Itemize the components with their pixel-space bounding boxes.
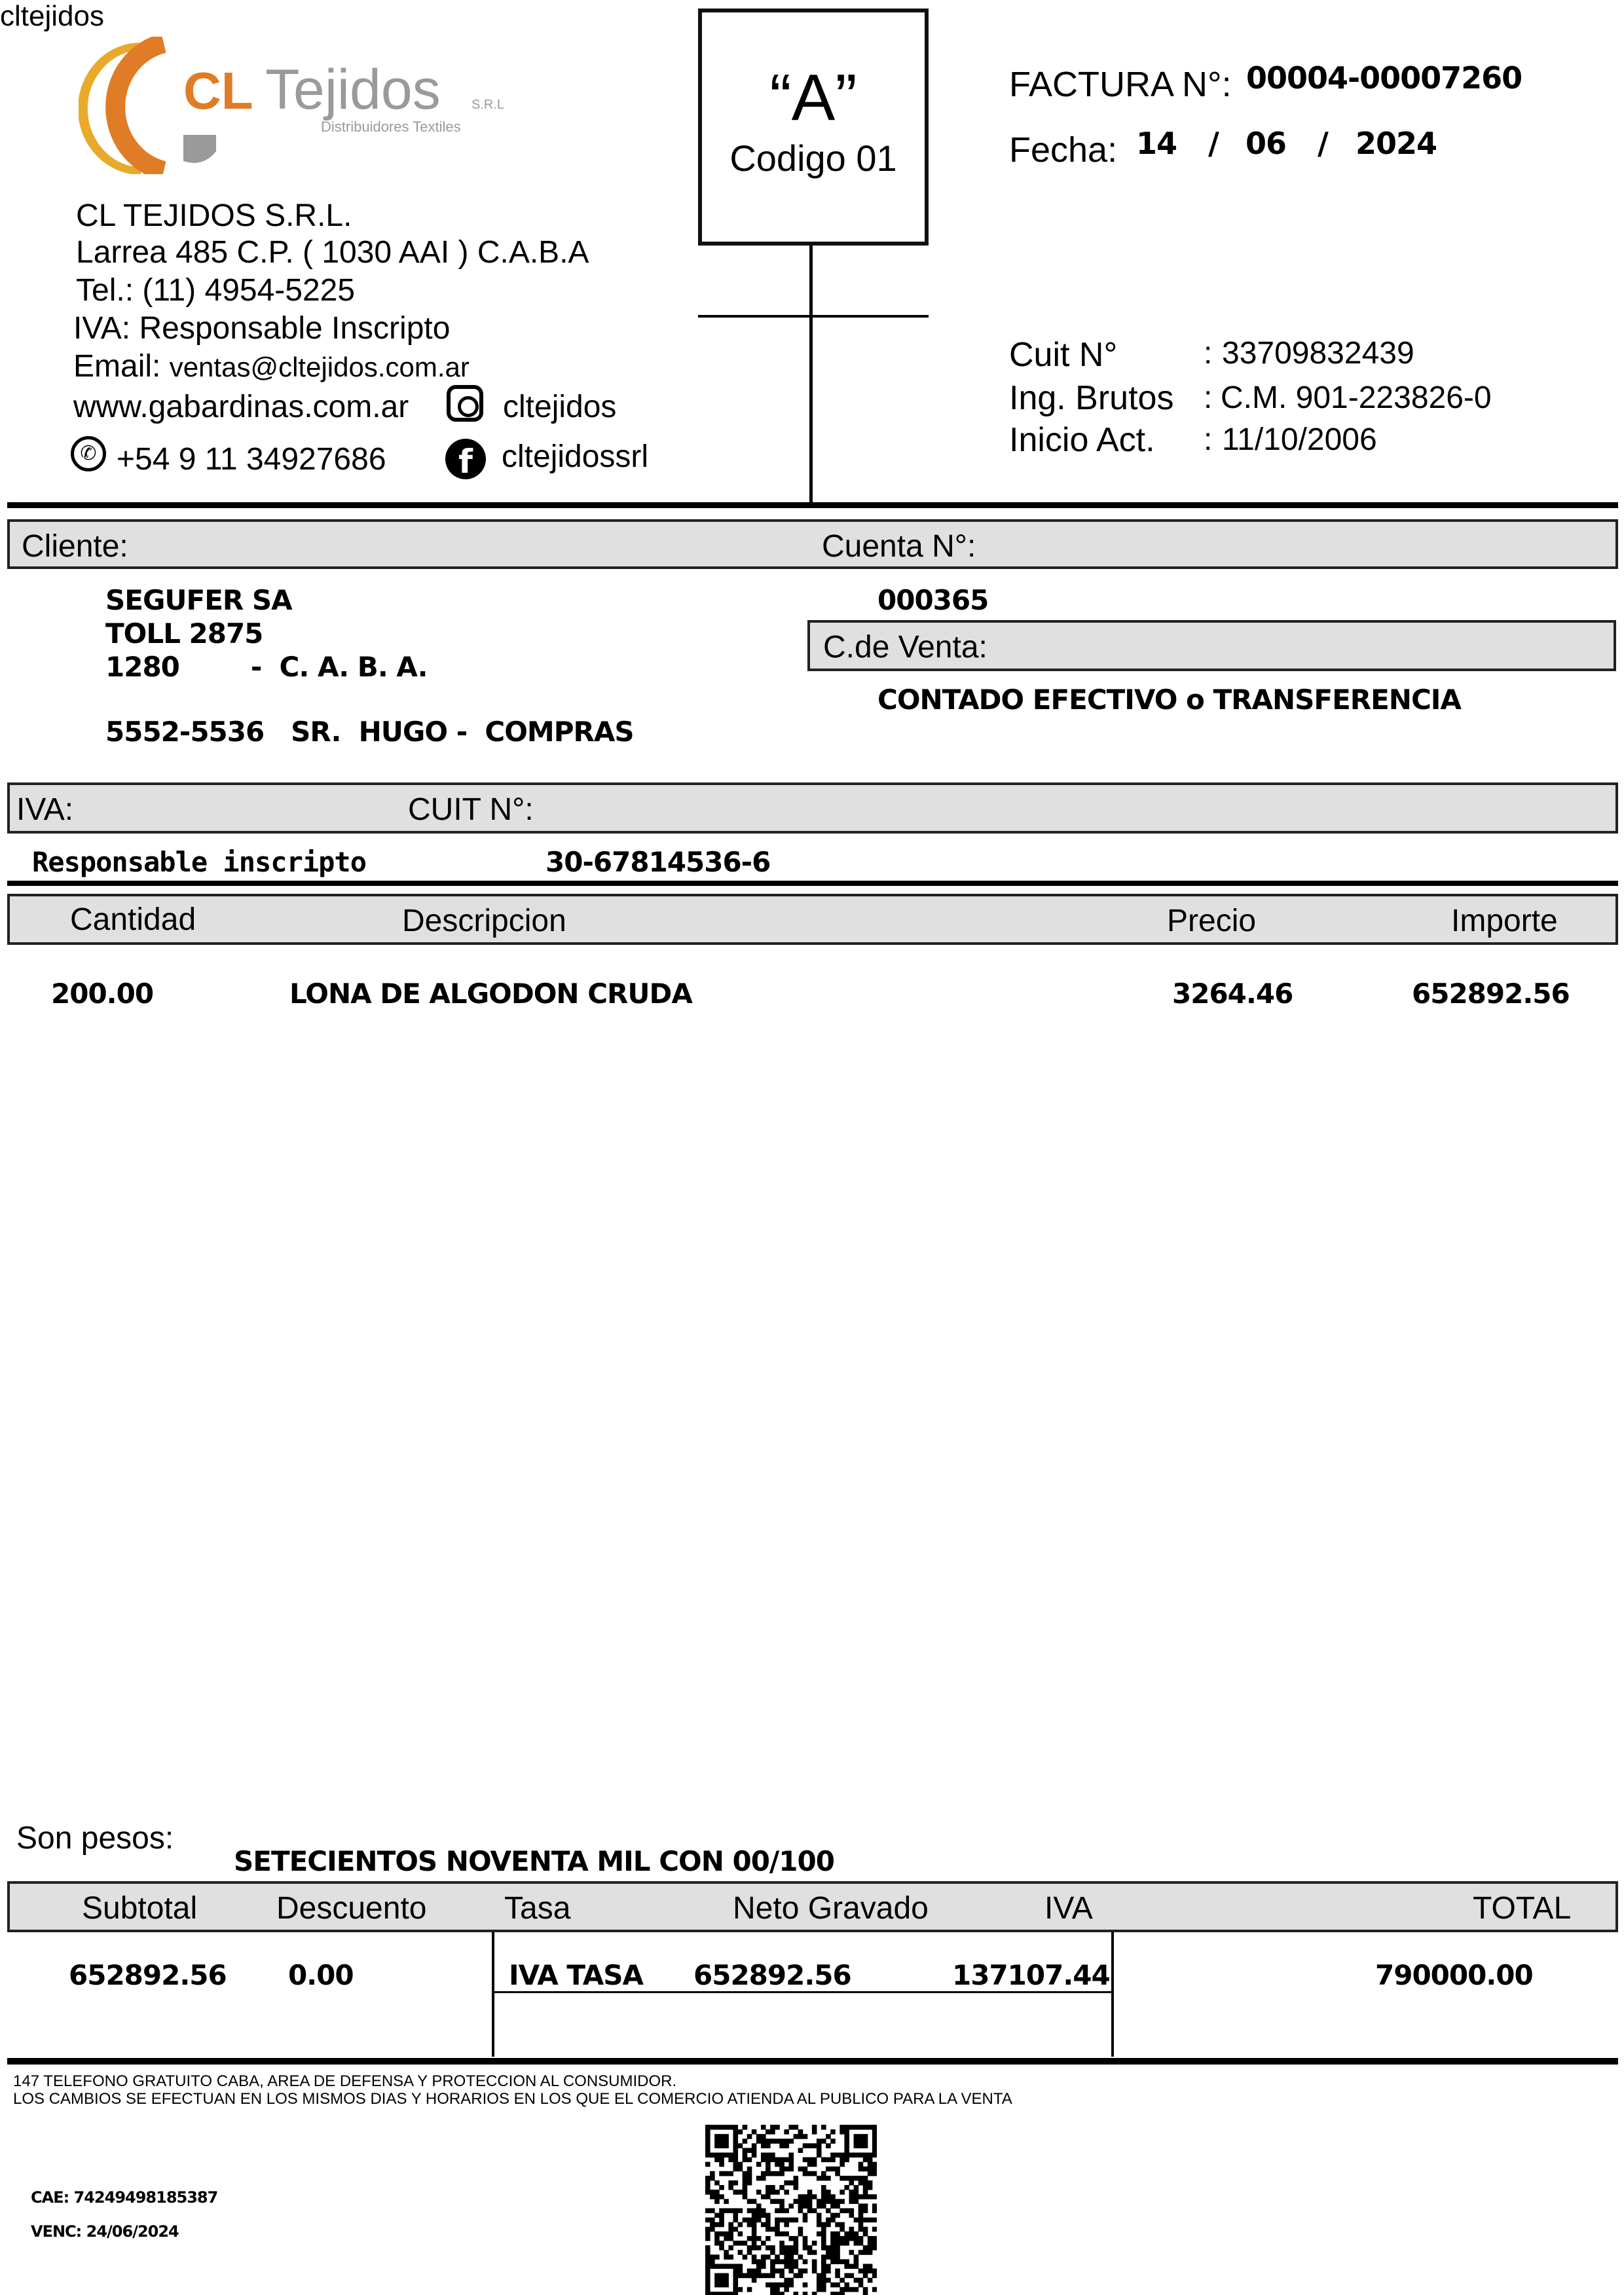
date-year: 2024 bbox=[1356, 126, 1437, 161]
items-header-bar bbox=[7, 894, 1618, 945]
client-street: TOLL 2875 bbox=[105, 617, 263, 650]
divider bbox=[493, 1991, 1113, 1993]
company-name: CL TEJIDOS S.R.L. bbox=[76, 198, 352, 233]
date-sep: / bbox=[1208, 126, 1219, 161]
discount-value: 0.00 bbox=[288, 1959, 354, 1991]
col-cantidad: Cantidad bbox=[70, 902, 196, 937]
company-email-row bbox=[73, 348, 470, 384]
colon: : bbox=[1204, 422, 1213, 457]
col-descuento: Descuento bbox=[276, 1891, 427, 1926]
email-label: Email: bbox=[73, 349, 161, 384]
colon: : bbox=[1204, 380, 1213, 415]
company-phone: Tel.: (11) 4954-5225 bbox=[76, 273, 356, 308]
invoice-number-label: FACTURA N°: bbox=[1009, 65, 1232, 104]
cae: CAE: 74249498185387 bbox=[31, 2188, 218, 2207]
iibb-label: Ing. Brutos bbox=[1009, 379, 1174, 417]
client-iva: Responsable inscripto bbox=[32, 846, 367, 878]
col-neto: Neto Gravado bbox=[733, 1891, 929, 1926]
date-sep: / bbox=[1318, 126, 1328, 161]
svg-text:S.R.L: S.R.L bbox=[471, 98, 505, 112]
facebook-handle[interactable]: cltejidossrl bbox=[502, 439, 649, 474]
svg-text:Tejidos: Tejidos bbox=[265, 58, 441, 121]
client-label: Cliente: bbox=[22, 529, 128, 564]
client-header-bar bbox=[7, 519, 1618, 569]
company-address: Larrea 485 C.P. ( 1030 AAI ) C.A.B.A bbox=[76, 235, 589, 270]
subtotal-value: 652892.56 bbox=[69, 1959, 227, 1991]
divider bbox=[809, 246, 813, 505]
invoice-type-box bbox=[698, 9, 929, 246]
cuit-label: Cuit N° bbox=[1009, 336, 1118, 374]
client-cuit-label: CUIT N°: bbox=[408, 792, 534, 827]
svg-text:CL: CL bbox=[183, 62, 253, 120]
son-pesos-label: Son pesos: bbox=[16, 1821, 174, 1856]
company-iva: IVA: Responsable Inscripto bbox=[73, 311, 451, 346]
col-descripcion: Descripcion bbox=[402, 904, 566, 938]
invoice-letter: “A” bbox=[769, 61, 857, 134]
item-qty: 200.00 bbox=[51, 978, 154, 1010]
sale-condition-bar bbox=[807, 620, 1616, 671]
totals-header-bar bbox=[7, 1881, 1618, 1932]
client-cuit: 30-67814536-6 bbox=[545, 846, 771, 878]
footer-line-1: 147 TELEFONO GRATUITO CABA, AREA DE DEFENSA Y PROTECCION AL CONSUMIDOR. bbox=[13, 2072, 677, 2090]
top-label: cltejidos bbox=[0, 0, 104, 32]
total-value: 790000.00 bbox=[1375, 1959, 1533, 1991]
amount-in-words: SETECIENTOS NOVENTA MIL CON 00/100 bbox=[234, 1845, 834, 1877]
col-total: TOTAL bbox=[1473, 1891, 1572, 1926]
divider bbox=[492, 1932, 494, 2057]
inicio-date: 11/10/2006 bbox=[1222, 422, 1377, 457]
account-label: Cuenta N°: bbox=[822, 529, 976, 564]
col-precio: Precio bbox=[1167, 904, 1257, 938]
svg-text:Distribuidores Textiles: Distribuidores Textiles bbox=[321, 119, 461, 135]
iva-label: IVA: bbox=[16, 792, 74, 827]
cae-expiry: VENC: 24/06/2024 bbox=[31, 2222, 179, 2241]
company-cuit: 33709832439 bbox=[1222, 336, 1414, 371]
sale-condition-label: C.de Venta: bbox=[823, 630, 987, 665]
invoice-number: 00004-00007260 bbox=[1246, 60, 1522, 96]
col-subtotal: Subtotal bbox=[82, 1891, 198, 1926]
divider bbox=[7, 2058, 1618, 2065]
whatsapp-icon: ✆ bbox=[71, 436, 106, 471]
date-label: Fecha: bbox=[1009, 130, 1118, 170]
divider bbox=[1111, 1932, 1114, 2057]
client-contact: 5552-5536 SR. HUGO - COMPRAS bbox=[105, 716, 634, 748]
col-importe: Importe bbox=[1451, 904, 1558, 938]
iva-value: 137107.44 bbox=[952, 1959, 1110, 1991]
instagram-handle[interactable]: cltejidos bbox=[503, 390, 617, 424]
facebook-icon: f bbox=[445, 439, 486, 479]
client-name: SEGUFER SA bbox=[105, 584, 292, 616]
website-link[interactable]: www.gabardinas.com.ar bbox=[73, 390, 409, 424]
qr-code bbox=[705, 2125, 877, 2295]
iva-header-bar bbox=[7, 782, 1618, 834]
col-iva: IVA bbox=[1044, 1891, 1093, 1926]
net-value: 652892.56 bbox=[693, 1959, 851, 1991]
col-tasa: Tasa bbox=[504, 1891, 571, 1926]
email-link[interactable]: ventas@cltejidos.com.ar bbox=[169, 352, 470, 382]
sale-condition: CONTADO EFECTIVO o TRANSFERENCIA bbox=[877, 684, 1461, 716]
account-number: 000365 bbox=[877, 584, 989, 616]
client-city: 1280 - C. A. B. A. bbox=[105, 651, 428, 683]
item-price: 3264.46 bbox=[1172, 978, 1293, 1010]
colon: : bbox=[1204, 336, 1213, 371]
invoice-code: Codigo 01 bbox=[729, 138, 897, 179]
item-amount: 652892.56 bbox=[1412, 978, 1570, 1010]
divider bbox=[698, 315, 929, 318]
item-desc: LONA DE ALGODON CRUDA bbox=[289, 978, 692, 1010]
date-month: 06 bbox=[1246, 126, 1287, 161]
instagram-icon bbox=[447, 385, 483, 422]
inicio-label: Inicio Act. bbox=[1009, 421, 1155, 459]
company-iibb: C.M. 901-223826-0 bbox=[1221, 380, 1492, 415]
date-day: 14 bbox=[1136, 126, 1177, 161]
footer-line-2: LOS CAMBIOS SE EFECTUAN EN LOS MISMOS DIAS Y HORARIOS EN LOS QUE EL COMERCIO ATIENDA AL PUBLICO PARA LA VENTA bbox=[13, 2090, 1012, 2108]
rate-value: IVA TASA bbox=[509, 1959, 644, 1991]
company-logo bbox=[79, 37, 524, 174]
divider bbox=[7, 881, 1618, 886]
whatsapp-number[interactable]: +54 9 11 34927686 bbox=[117, 442, 386, 477]
divider bbox=[7, 502, 1618, 508]
